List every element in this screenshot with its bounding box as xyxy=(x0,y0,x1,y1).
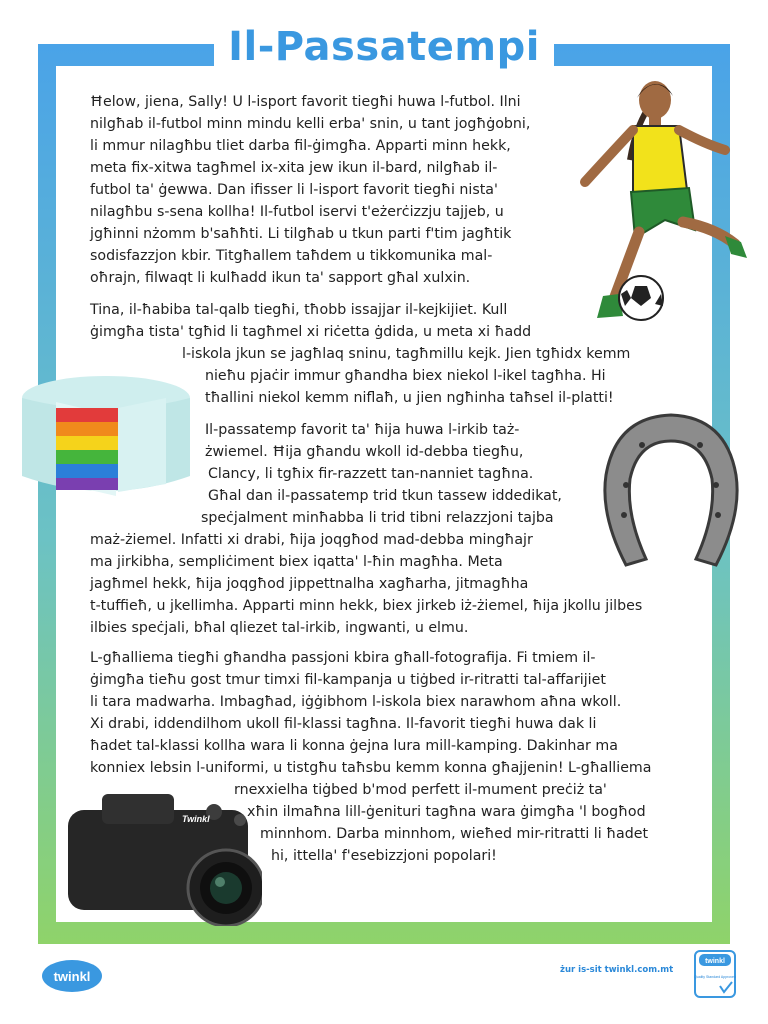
text-line: oħrajn, filwaqt li kulħadd ikun ta' sapport għal xulxin. xyxy=(90,270,471,286)
camera-brand-label: Twinkl xyxy=(182,814,210,824)
football-player-illustration xyxy=(575,70,755,330)
horseshoe-illustration xyxy=(596,405,746,575)
text-line: jagħmel hekk, ħija joqgħod jippettnalha xagħarha, jitmagħha xyxy=(90,576,529,592)
rainbow-cake-illustration xyxy=(16,368,196,508)
text-line: nilgħab il-futbol minn mindu kelli erba' snin, u tant jogħġobni, xyxy=(90,116,531,132)
text-line: sodisfazzjon kbir. Titgħallem taħdem u tikkomunika mal- xyxy=(90,248,493,264)
camera-illustration xyxy=(66,780,262,926)
text-line: jgħinni nżomm b'saħħti. Li tilgħab u tkun parti f'tim jagħtik xyxy=(90,226,512,242)
quality-badge-icon xyxy=(694,950,736,998)
text-line: futbol ta' ġewwa. Dan ifisser li l-isport favorit tiegħi nista' xyxy=(90,182,498,198)
text-line: maż-żiemel. Infatti xi drabi, ħija joqgħod mad-debba mingħajr xyxy=(90,532,533,548)
text-line: meta fix-xitwa tagħmel ix-xita jew ikun il-bard, nilgħab il- xyxy=(90,160,498,176)
page-title: Il-Passatempi xyxy=(228,24,540,70)
text-line: Xi drabi, iddendilhom ukoll fil-klassi tagħna. Il-favorit tiegħi huwa dak li xyxy=(90,716,597,732)
text-line: rnexxielha tiġbed b'mod perfett il-mument preċiż ta' xyxy=(234,782,607,798)
text-line: Tina, il-ħabiba tal-qalb tiegħi, tħobb issajjar il-kejkijiet. Kull xyxy=(90,302,508,318)
text-line: tħallini niekol kemm niflaħ, u jien ngħinha taħsel il-platti! xyxy=(205,390,614,406)
title-box xyxy=(214,18,554,76)
twinkl-logo-text: twinkl xyxy=(53,969,91,984)
text-line: ilbies speċjali, bħal qliezet tal-irkib, ingwanti, u elmu. xyxy=(90,620,469,636)
text-line: li tara madwarha. Imbagħad, iġġibhom l-iskola biex narawhom aħna wkoll. xyxy=(90,694,622,710)
text-line: nieħu pjaċir immur għandha biex niekol l-ikel tagħha. Hi xyxy=(205,368,606,384)
text-line: li mmur nilagħbu tliet darba fil-ġimgħa. Apparti minn hekk, xyxy=(90,138,511,154)
text-line: ġimgħa tista' tgħid li tagħmel xi riċetta ġdida, u meta xi ħadd xyxy=(90,324,532,340)
text-line: t-tuffieħ, u jkellimha. Apparti minn hekk, biex jirkeb iż-żiemel, ħija jkollu jilbes xyxy=(90,598,643,614)
text-line: nilagħbu s-sena kollha! Il-futbol iservi t'eżerċizzju tajjeb, u xyxy=(90,204,504,220)
text-line: hi, ittella' f'esebizzjoni popolari! xyxy=(271,848,497,864)
text-line: żwiemel. Ħija għandu wkoll id-debba tiegħu, xyxy=(205,444,524,460)
footer-website-link[interactable]: żur is-sit twinkl.com.mt xyxy=(560,965,674,975)
text-line: Il-passatemp favorit ta' ħija huwa l-irkib taż- xyxy=(205,422,520,438)
text-line: Ħelow, jiena, Sally! U l-isport favorit tiegħi huwa l-futbol. Ilni xyxy=(90,94,521,110)
text-line: ħadet tal-klassi kollha wara li konna ġejna lura mill-kamping. Dakinhar ma xyxy=(90,738,618,754)
text-line: minnhom. Darba minnhom, wieħed mir-ritratti li ħadet xyxy=(260,826,649,842)
text-line: konniex lebsin l-uniformi, u tistgħu taħsbu kemm konna għajjenin! L-għalliema xyxy=(90,760,652,776)
text-line: ma jirkibha, sempliċiment biex iqatta' l-ħin magħha. Meta xyxy=(90,554,503,570)
footer-divider xyxy=(38,940,730,943)
text-line: Għal dan il-passatemp trid tkun tassew iddedikat, xyxy=(208,488,562,504)
text-line: ġimgħa tieħu gost tmur timxi fil-kampanja u tiġbed ir-ritratti tal-affarijiet xyxy=(90,672,606,688)
twinkl-logo xyxy=(40,956,104,994)
text-line: xħin ilmaħna lill-ġenituri tagħna wara ġimgħa 'l bogħod xyxy=(247,804,646,820)
text-line: speċjalment minħabba li trid tibni relazzjoni tajba xyxy=(201,510,554,526)
text-line: Clancy, li tgħix fir-razzett tan-nanniet tagħna. xyxy=(208,466,534,482)
badge-logo-text: twinkl xyxy=(705,958,725,965)
text-line: L-għalliema tiegħi għandha passjoni kbira għall-fotografija. Fi tmiem il- xyxy=(90,650,596,666)
text-line: l-iskola jkun se jagħlaq sninu, tagħmillu kejk. Jien tgħidx kemm xyxy=(182,346,631,362)
badge-label: Quality Standard Approved xyxy=(694,975,736,979)
